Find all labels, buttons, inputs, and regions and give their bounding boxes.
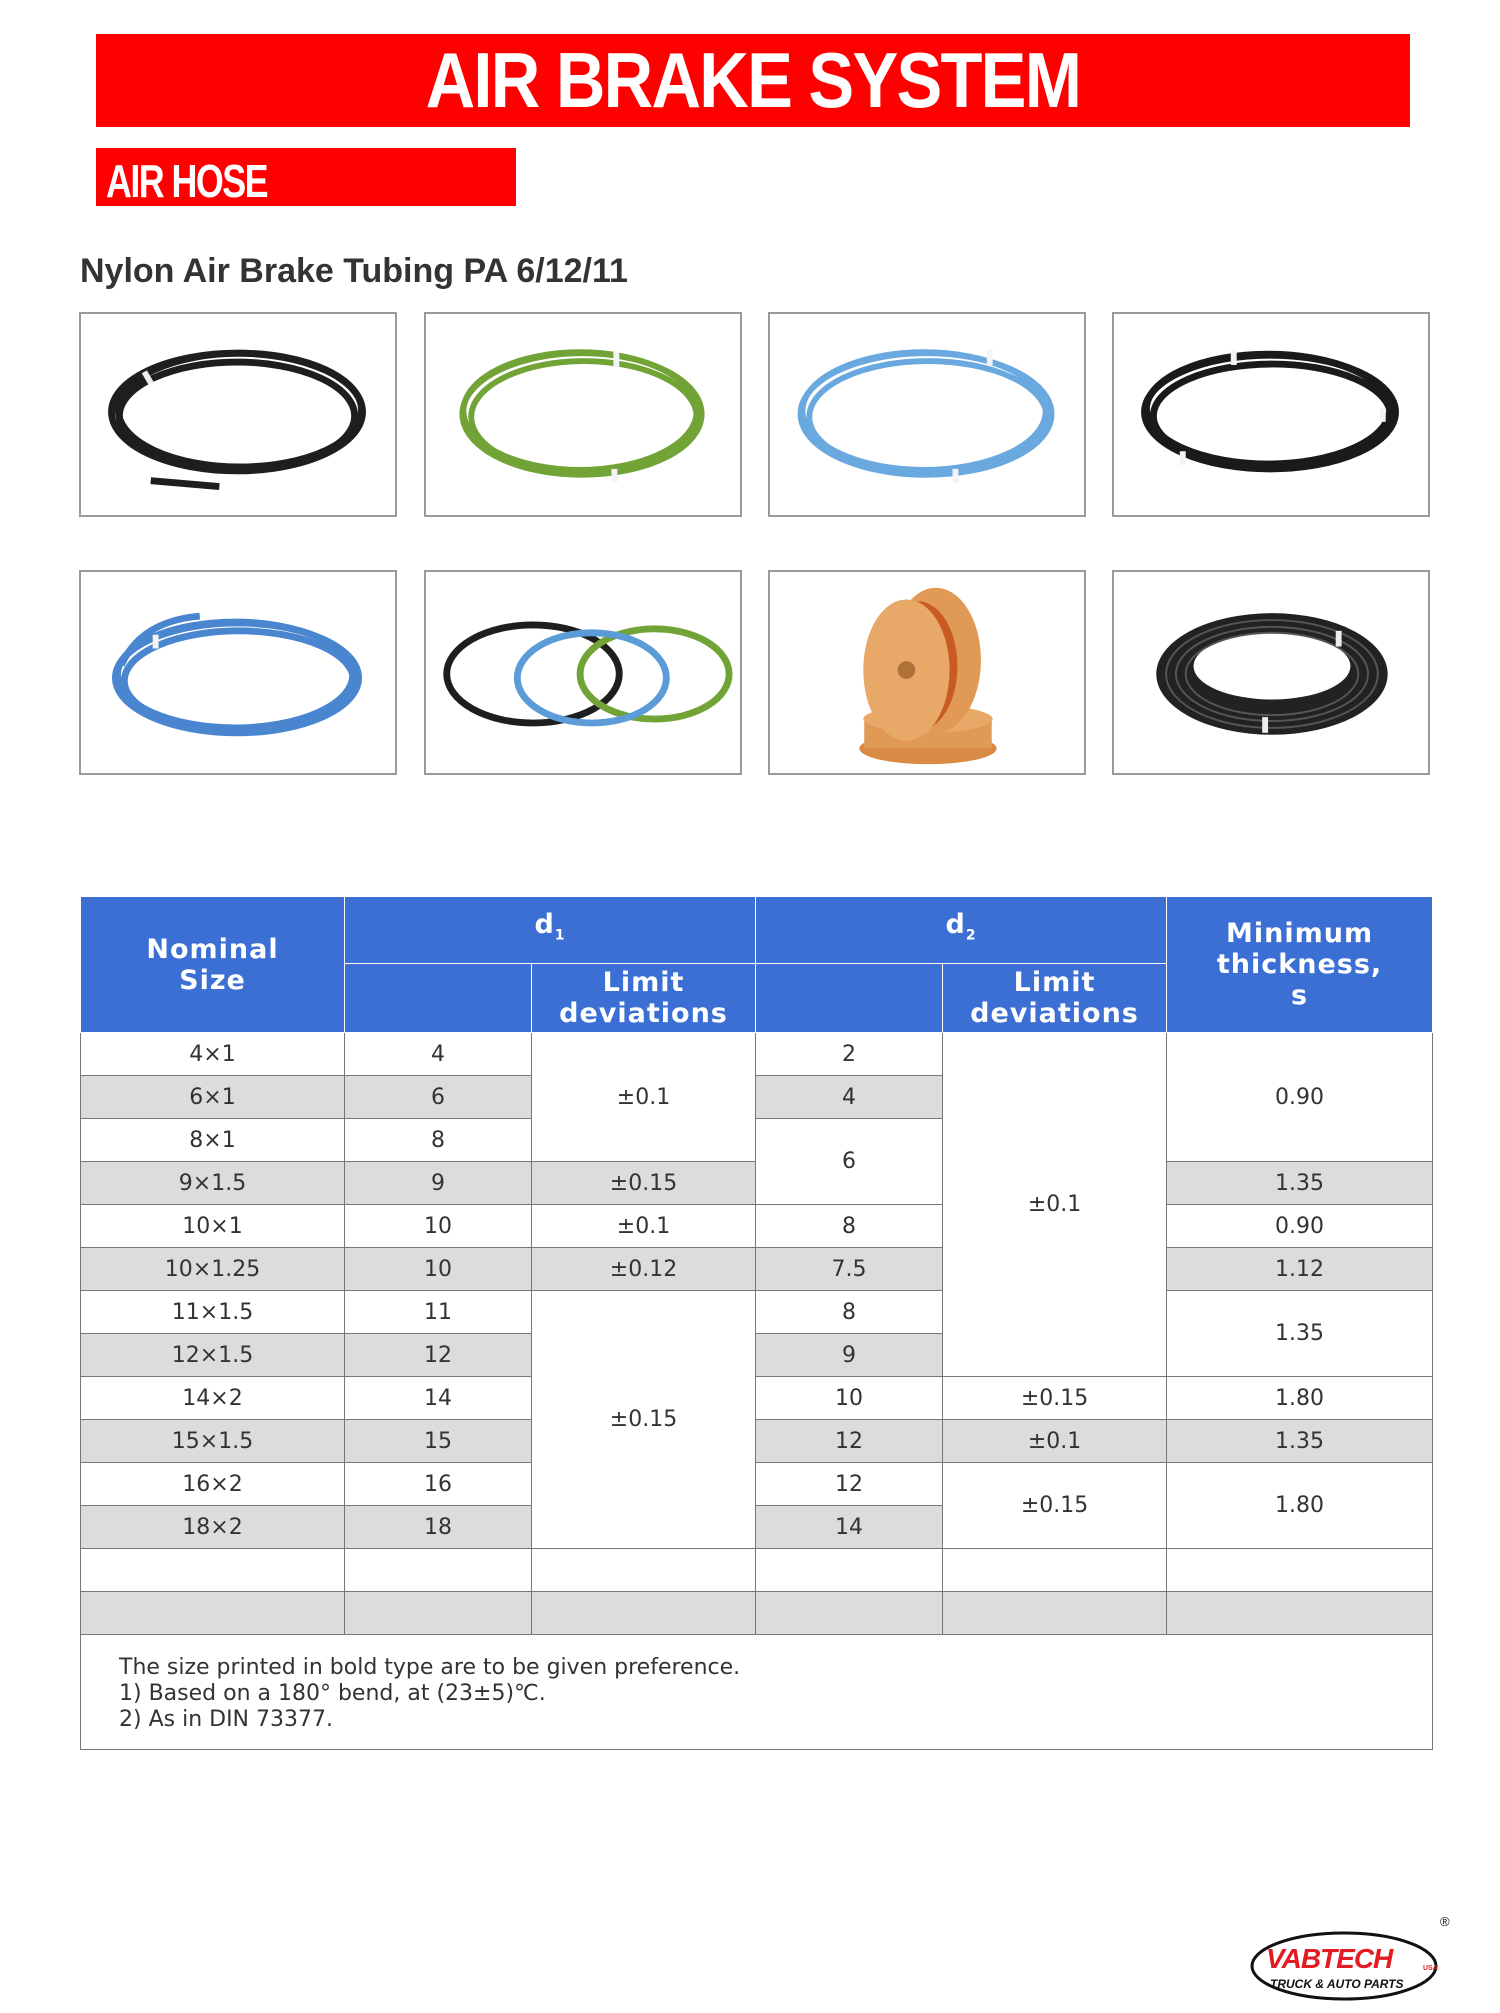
size-cell: 15×1.5 [81, 1420, 345, 1463]
d2-cell: 12 [756, 1420, 943, 1463]
logo-brand: VABTECH [1266, 1943, 1393, 1974]
size-cell: 4×1 [81, 1033, 345, 1076]
empty-cell [756, 1549, 943, 1592]
header-d1-value [345, 964, 532, 1033]
d2-cell: 8 [756, 1291, 943, 1334]
light-blue-tubing-coil-icon [770, 314, 1084, 515]
black-tubing-coil-icon [81, 314, 395, 515]
photo-blue-tubing [79, 570, 397, 775]
d2-cell: 14 [756, 1506, 943, 1549]
size-cell: 18×2 [81, 1506, 345, 1549]
header-min-thickness: Minimum thickness, s [1167, 897, 1433, 1033]
d2-cell: 4 [756, 1076, 943, 1119]
size-cell: 11×1.5 [81, 1291, 345, 1334]
thickness-cell: 1.35 [1167, 1291, 1433, 1377]
empty-cell [943, 1592, 1167, 1635]
page-title: AIR BRAKE SYSTEM [425, 36, 1081, 124]
product-heading: Nylon Air Brake Tubing PA 6/12/11 [80, 252, 628, 290]
note-preference: The size printed in bold type are to be given preference. [119, 1655, 741, 1680]
table-row [81, 1420, 1433, 1463]
d2-cell: 12 [756, 1463, 943, 1506]
header-d2: $d_2$ [756, 897, 1167, 964]
table-row-empty [81, 1549, 1433, 1592]
photo-black-tubing-2 [1112, 312, 1430, 517]
d2-cell: 9 [756, 1334, 943, 1377]
photo-tubing-reel [768, 570, 1086, 775]
registered-mark: ® [1440, 1914, 1450, 1929]
empty-cell [1167, 1549, 1433, 1592]
d1-cell: 11 [345, 1291, 532, 1334]
black-tubing-coil-icon [1114, 314, 1428, 515]
size-cell: 14×2 [81, 1377, 345, 1420]
table-row [81, 1248, 1433, 1291]
table-notes [81, 1635, 1433, 1750]
empty-cell [756, 1592, 943, 1635]
d1-cell: 10 [345, 1205, 532, 1248]
photo-multicolor-tubing [424, 570, 742, 775]
d2-dev-cell: ±0.15 [943, 1463, 1167, 1549]
empty-cell [81, 1592, 345, 1635]
header-d2-limit-deviations: Limit deviations [943, 964, 1167, 1033]
d2-cell: 6 [756, 1119, 943, 1205]
section-title: AIR HOSE [106, 155, 267, 207]
table-row [81, 1463, 1433, 1506]
vabtech-logo-icon [1248, 1912, 1454, 2004]
tubing-spec-table [80, 896, 1433, 1750]
empty-cell [532, 1592, 756, 1635]
header-d1-limit-deviations: Limit deviations [532, 964, 756, 1033]
empty-cell [81, 1549, 345, 1592]
d1-cell: 6 [345, 1076, 532, 1119]
d1-dev-cell: ±0.15 [532, 1291, 756, 1549]
multicolor-tubing-coils-icon [426, 572, 740, 773]
table-row [81, 1205, 1433, 1248]
d2-cell: 2 [756, 1033, 943, 1076]
d2-cell: 7.5 [756, 1248, 943, 1291]
table-row [81, 1377, 1433, 1420]
d1-dev-cell: ±0.15 [532, 1162, 756, 1205]
table-row-empty [81, 1592, 1433, 1635]
table-row [81, 1291, 1433, 1334]
logo-suffix: USA [1423, 1965, 1438, 1972]
thickness-cell: 1.35 [1167, 1420, 1433, 1463]
d1-cell: 14 [345, 1377, 532, 1420]
size-cell: 8×1 [81, 1119, 345, 1162]
size-cell: 9×1.5 [81, 1162, 345, 1205]
blue-tubing-coil-icon [81, 572, 395, 773]
d1-dev-cell: ±0.1 [532, 1205, 756, 1248]
photo-thick-black-tubing [1112, 570, 1430, 775]
d1-cell: 8 [345, 1119, 532, 1162]
d1-cell: 4 [345, 1033, 532, 1076]
d1-dev-cell: ±0.1 [532, 1033, 756, 1162]
size-cell: 10×1 [81, 1205, 345, 1248]
d1-cell: 18 [345, 1506, 532, 1549]
d2-cell: 10 [756, 1377, 943, 1420]
d2-dev-cell: ±0.15 [943, 1377, 1167, 1420]
d2-dev-cell: ±0.1 [943, 1420, 1167, 1463]
table-row [81, 1033, 1433, 1076]
photo-green-tubing [424, 312, 742, 517]
empty-cell [345, 1592, 532, 1635]
logo-tagline: TRUCK & AUTO PARTS [1270, 1977, 1404, 1991]
green-tubing-coil-icon [426, 314, 740, 515]
empty-cell [532, 1549, 756, 1592]
empty-cell [1167, 1592, 1433, 1635]
thickness-cell: 0.90 [1167, 1033, 1433, 1162]
header-d2-value [756, 964, 943, 1033]
vabtech-logo [1248, 1912, 1454, 2004]
d1-cell: 16 [345, 1463, 532, 1506]
note-din: 2) As in DIN 73377. [119, 1707, 333, 1732]
size-cell: 6×1 [81, 1076, 345, 1119]
thickness-cell: 1.80 [1167, 1463, 1433, 1549]
thickness-cell: 1.12 [1167, 1248, 1433, 1291]
d1-cell: 9 [345, 1162, 532, 1205]
note-bend: 1) Based on a 180° bend, at (23±5)℃. [119, 1681, 546, 1706]
thick-black-tubing-coil-icon [1114, 572, 1428, 773]
photo-black-tubing [79, 312, 397, 517]
thickness-cell: 1.35 [1167, 1162, 1433, 1205]
header-nominal-size: Nominal Size [81, 897, 345, 1033]
section-banner [96, 148, 516, 206]
empty-cell [345, 1549, 532, 1592]
empty-cell [943, 1549, 1167, 1592]
size-cell: 10×1.25 [81, 1248, 345, 1291]
header-d1: $d_1$ [345, 897, 756, 964]
table-notes-row [81, 1635, 1433, 1750]
size-cell: 12×1.5 [81, 1334, 345, 1377]
thickness-cell: 1.80 [1167, 1377, 1433, 1420]
photo-light-blue-tubing [768, 312, 1086, 517]
d1-cell: 12 [345, 1334, 532, 1377]
d2-cell: 8 [756, 1205, 943, 1248]
title-banner [96, 34, 1410, 127]
d1-dev-cell: ±0.12 [532, 1248, 756, 1291]
d1-cell: 10 [345, 1248, 532, 1291]
tubing-reel-spool-icon [770, 572, 1084, 773]
size-cell: 16×2 [81, 1463, 345, 1506]
d2-dev-cell: ±0.1 [943, 1033, 1167, 1377]
d1-cell: 15 [345, 1420, 532, 1463]
thickness-cell: 0.90 [1167, 1205, 1433, 1248]
